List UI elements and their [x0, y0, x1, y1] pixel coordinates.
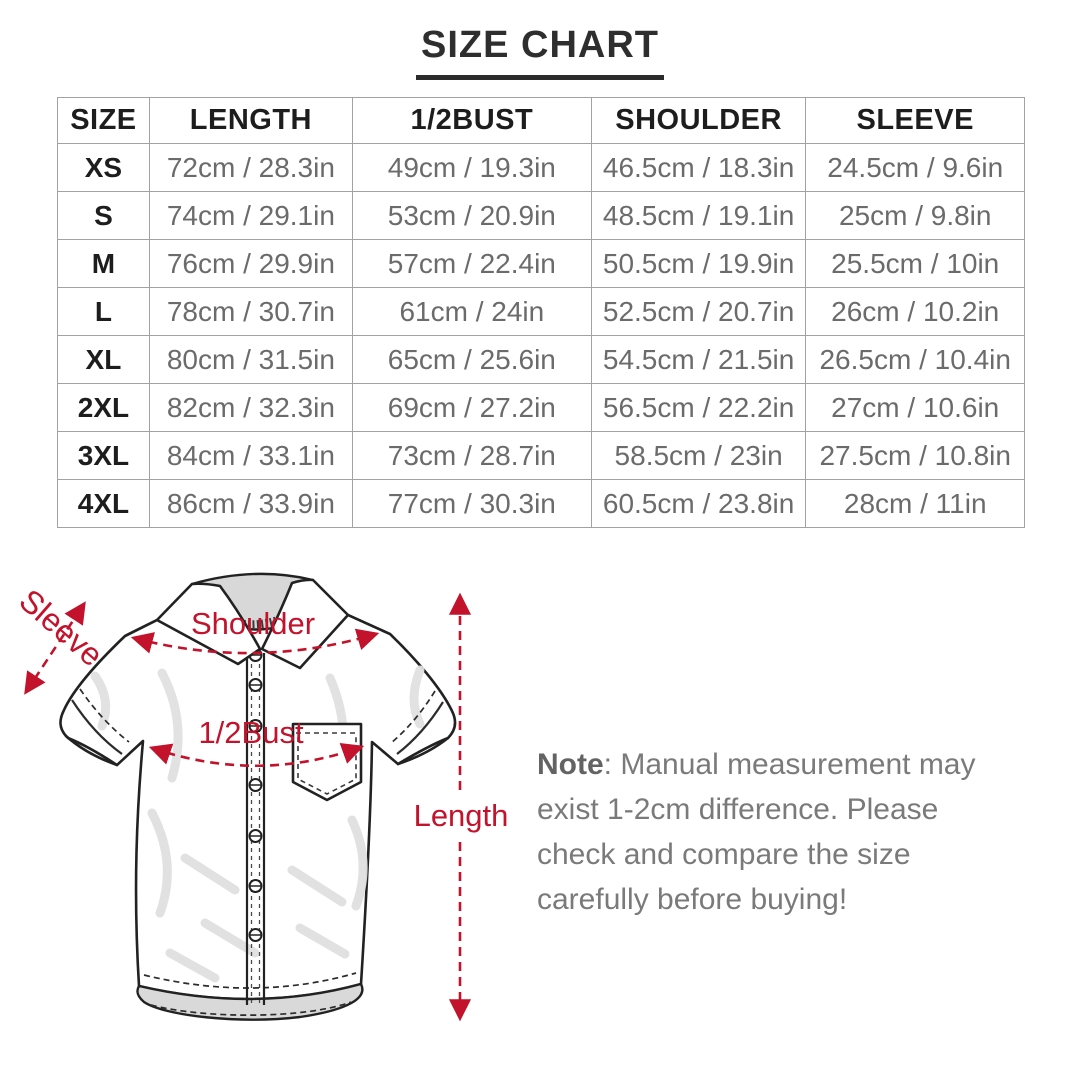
page-title: [0, 24, 1080, 80]
page-title-text: SIZE CHART: [416, 24, 664, 80]
size-label: 2XL: [58, 384, 150, 432]
size-label: L: [58, 288, 150, 336]
sleeve-value: 25cm / 9.8in: [806, 192, 1025, 240]
length-value: 74cm / 29.1in: [149, 192, 352, 240]
sleeve-value: 24.5cm / 9.6in: [806, 144, 1025, 192]
sleeve-value: 26cm / 10.2in: [806, 288, 1025, 336]
table-row: [58, 432, 1025, 480]
measurement-note: [537, 742, 1019, 922]
shoulder-value: 60.5cm / 23.8in: [591, 480, 806, 528]
shoulder-value: 48.5cm / 19.1in: [591, 192, 806, 240]
bust-label: 1/2Bust: [198, 715, 304, 750]
shoulder-value: 50.5cm / 19.9in: [591, 240, 806, 288]
sleeve-value: 28cm / 11in: [806, 480, 1025, 528]
sleeve-value: 27cm / 10.6in: [806, 384, 1025, 432]
shoulder-label: Shoulder: [190, 606, 316, 641]
bust-value: 77cm / 30.3in: [352, 480, 591, 528]
bust-value: 65cm / 25.6in: [352, 336, 591, 384]
sleeve-value: 27.5cm / 10.8in: [806, 432, 1025, 480]
length-value: 82cm / 32.3in: [149, 384, 352, 432]
length-value: 72cm / 28.3in: [149, 144, 352, 192]
shoulder-value: 52.5cm / 20.7in: [591, 288, 806, 336]
column-header-sleeve: SLEEVE: [806, 98, 1025, 144]
size-label: S: [58, 192, 150, 240]
sleeve-label: Sleeve: [12, 582, 110, 674]
column-header-shoulder: SHOULDER: [591, 98, 806, 144]
size-label: 4XL: [58, 480, 150, 528]
table-row: [58, 288, 1025, 336]
note-label: Note: [537, 748, 604, 781]
table-row: [58, 384, 1025, 432]
size-label: M: [58, 240, 150, 288]
length-label: Length: [413, 798, 509, 833]
length-value: 80cm / 31.5in: [149, 336, 352, 384]
size-label: XS: [58, 144, 150, 192]
shoulder-value: 54.5cm / 21.5in: [591, 336, 806, 384]
bust-value: 73cm / 28.7in: [352, 432, 591, 480]
column-header-length: LENGTH: [149, 98, 352, 144]
table-header-row: [58, 98, 1025, 144]
table-row: [58, 192, 1025, 240]
sleeve-value: 25.5cm / 10in: [806, 240, 1025, 288]
table-row: [58, 144, 1025, 192]
bust-value: 61cm / 24in: [352, 288, 591, 336]
length-value: 86cm / 33.9in: [149, 480, 352, 528]
table-row: [58, 480, 1025, 528]
shoulder-value: 56.5cm / 22.2in: [591, 384, 806, 432]
bust-value: 53cm / 20.9in: [352, 192, 591, 240]
length-value: 78cm / 30.7in: [149, 288, 352, 336]
note-text: : Manual measurement may exist 1-2cm difference. Please check and compare the size carefully before buying!: [537, 748, 976, 916]
column-header-bust: 1/2BUST: [352, 98, 591, 144]
table-row: [58, 240, 1025, 288]
length-value: 76cm / 29.9in: [149, 240, 352, 288]
shoulder-value: 46.5cm / 18.3in: [591, 144, 806, 192]
table-row: [58, 336, 1025, 384]
size-label: XL: [58, 336, 150, 384]
bust-value: 57cm / 22.4in: [352, 240, 591, 288]
bust-value: 69cm / 27.2in: [352, 384, 591, 432]
column-header-size: SIZE: [58, 98, 150, 144]
sleeve-value: 26.5cm / 10.4in: [806, 336, 1025, 384]
shirt-diagram: [0, 558, 525, 1080]
shoulder-value: 58.5cm / 23in: [591, 432, 806, 480]
shirt-illustration: [0, 558, 525, 1080]
size-label: 3XL: [58, 432, 150, 480]
size-table: [57, 97, 1025, 528]
length-value: 84cm / 33.1in: [149, 432, 352, 480]
bust-value: 49cm / 19.3in: [352, 144, 591, 192]
